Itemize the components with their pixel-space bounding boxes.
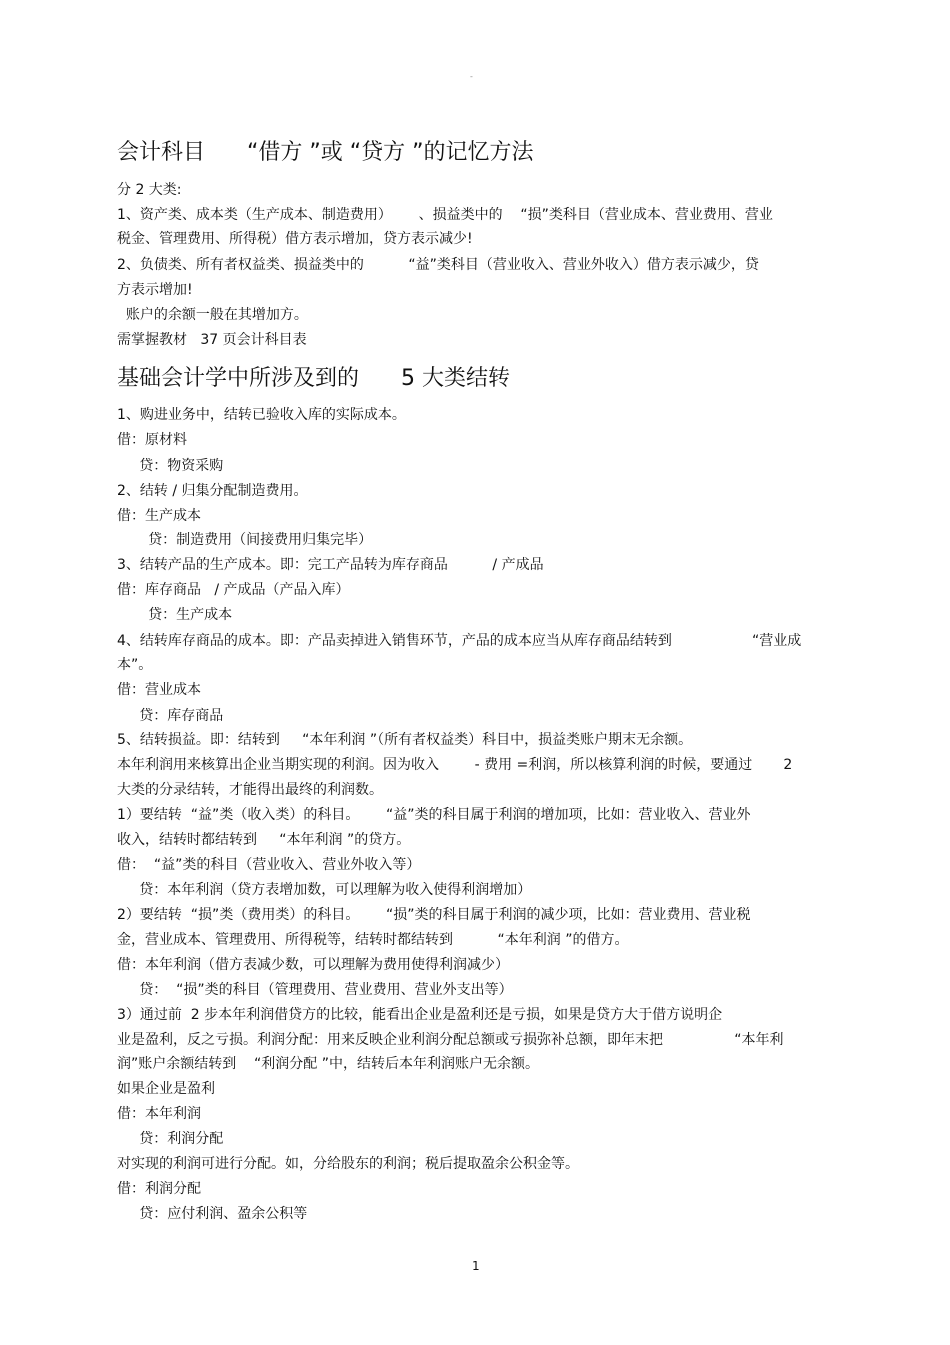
section2-line: 对实现的利润可进行分配。如，分给股东的利润；税后提取盈余公积金等。 — [117, 1156, 579, 1172]
section2-line: 4、结转库存商品的成本。即：产品卖掉进入销售环节，产品的成本应当从库存商品结转到 “营业成 — [117, 633, 802, 649]
section1-line: 分 2 大类: — [117, 182, 182, 198]
section2-line: 1、购进业务中，结转已验收入库的实际成本。 — [117, 407, 406, 423]
section2-line: 贷：本年利润（贷方表增加数，可以理解为收入使得利润增加） — [117, 882, 532, 898]
section2-line: 本年利润用来核算出企业当期实现的利润。因为收入 - 费用 =利润，所以核算利润的时候，要通过 2 — [117, 757, 793, 773]
section2-line: 借：营业成本 — [117, 682, 201, 698]
section2-line: 贷：制造费用（间接费用归集完毕） — [117, 532, 373, 548]
section1-line: 账户的余额一般在其增加方。 — [117, 307, 308, 323]
section2-line: 如果企业是盈利 — [117, 1081, 215, 1097]
section1-line: 税金、管理费用、所得税）借方表示增加，贷方表示减少! — [117, 231, 473, 247]
section2-line: 借：利润分配 — [117, 1181, 201, 1197]
section1-line: 2、负债类、所有者权益类、损益类中的 “益”类科目（营业收入、营业外收入）借方表示减少，贷 — [117, 257, 759, 273]
section2-line: 借：本年利润（借方表减少数，可以理解为费用使得利润减少） — [117, 957, 509, 973]
section1-line: 方表示增加! — [117, 282, 193, 298]
section2-line: 贷：应付利润、盈余公积等 — [117, 1206, 308, 1222]
section2-line: 收入，结转时都结转到 “本年利润 ”的贷方。 — [117, 832, 411, 848]
section2-line: 3）通过前 2 步本年利润借贷方的比较，能看出企业是盈利还是亏损，如果是贷方大于借方说明企 — [117, 1007, 723, 1023]
section2-line: 2、结转 / 归集分配制造费用。 — [117, 483, 308, 499]
section2-line: 借： “益”类的科目（营业收入、营业外收入等） — [117, 857, 421, 873]
section2-line: 本”。 — [117, 657, 153, 673]
section2-line: 借：库存商品 / 产成品（产品入库） — [117, 582, 350, 598]
header-mark: - — [470, 72, 473, 81]
section2-line: 润”账户余额结转到 “利润分配 ”中，结转后本年利润账户无余额。 — [117, 1056, 540, 1072]
section2-line: 2）要结转 “损”类（费用类）的科目。 “损”类的科目属于利润的减少项，比如：营业费用、营业税 — [117, 907, 751, 923]
section2-line: 借：本年利润 — [117, 1106, 201, 1122]
section2-line: 5、结转损益。即：结转到 “本年利润 ”（所有者权益类）科目中，损益类账户期末无余额。 — [117, 732, 693, 748]
section2-line: 贷：库存商品 — [117, 708, 224, 724]
section1-line: 需掌握教材 37 页会计科目表 — [117, 332, 307, 348]
section2-line: 1）要结转 “益”类（收入类）的科目。 “益”类的科目属于利润的增加项，比如：营业收入、营业外 — [117, 807, 751, 823]
section2-line: 业是盈利，反之亏损。利润分配：用来反映企业利润分配总额或亏损弥补总额，即年末把 “本年利 — [117, 1032, 784, 1048]
section2-title: 基础会计学中所涉及到的 5 大类结转 — [117, 366, 510, 391]
section1-title: 会计科目 “借方 ”或 “贷方 ”的记忆方法 — [117, 140, 534, 165]
section2-line: 3、结转产品的生产成本。即：完工产品转为库存商品 / 产成品 — [117, 557, 544, 573]
section1-line: 1、资产类、成本类（生产成本、制造费用） 、损益类中的 “损”类科目（营业成本、营业费用、营业 — [117, 207, 773, 223]
section2-line: 贷： “损”类的科目（管理费用、营业费用、营业外支出等） — [117, 982, 513, 998]
section2-line: 借：生产成本 — [117, 508, 201, 524]
section2-line: 贷：利润分配 — [117, 1131, 224, 1147]
section2-line: 大类的分录结转，才能得出最终的利润数。 — [117, 782, 383, 798]
section2-line: 借：原材料 — [117, 432, 187, 448]
page-number: 1 — [472, 1259, 480, 1273]
section2-line: 贷：生产成本 — [117, 607, 233, 623]
section2-line: 贷：物资采购 — [117, 458, 224, 474]
section2-line: 金，营业成本、管理费用、所得税等，结转时都结转到 “本年利润 ”的借方。 — [117, 932, 629, 948]
